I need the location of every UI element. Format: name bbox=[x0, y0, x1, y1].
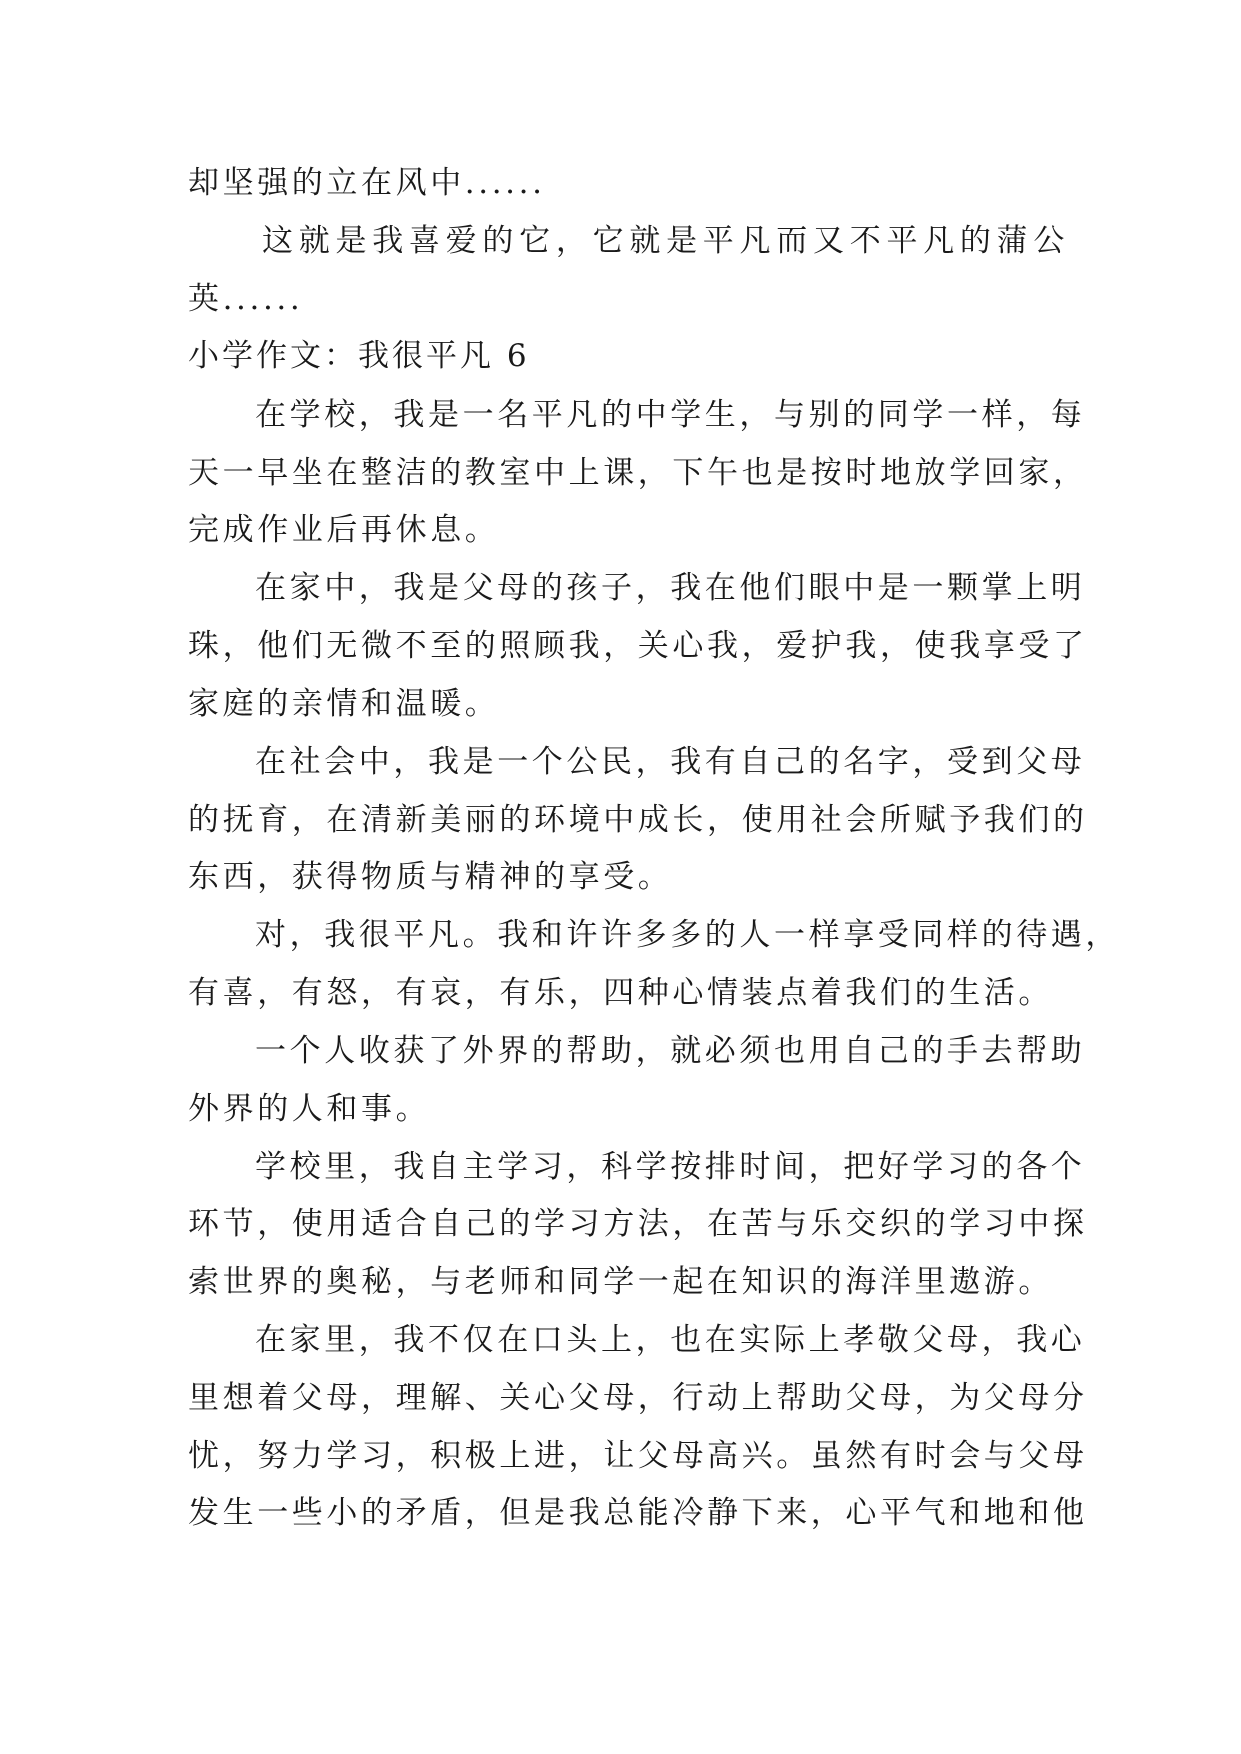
text-line: 一个人收获了外界的帮助，就必须也用自己的手去帮助 bbox=[255, 1033, 1086, 1069]
text-line: 珠，他们无微不至的照顾我，关心我，爱护我，使我享受了 bbox=[188, 628, 1088, 664]
text-line: 东西，获得物质与精神的享受。 bbox=[188, 859, 673, 895]
text-line: 外界的人和事。 bbox=[188, 1091, 431, 1127]
text-line: 对，我很平凡。我和许许多多的人一样享受同样的待遇， bbox=[255, 917, 1120, 953]
text-line: 天一早坐在整洁的教室中上课，下午也是按时地放学回家， bbox=[188, 455, 1088, 491]
text-line: 完成作业后再休息。 bbox=[188, 512, 500, 548]
text-line: 在家里，我不仅在口头上，也在实际上孝敬父母，我心 bbox=[255, 1322, 1086, 1358]
text-line: 英...... bbox=[188, 281, 304, 317]
text-line: 有喜，有怒，有哀，有乐，四种心情装点着我们的生活。 bbox=[188, 975, 1053, 1011]
text-line: 这就是我喜爱的它，它就是平凡而又不平凡的蒲公 bbox=[262, 223, 1068, 259]
text-line: 学校里，我自主学习，科学按排时间，把好学习的各个 bbox=[255, 1149, 1086, 1185]
text-line: 的抚育，在清新美丽的环境中成长，使用社会所赋予我们的 bbox=[188, 802, 1088, 838]
text-line: 里想着父母，理解、关心父母，行动上帮助父母，为父母分 bbox=[188, 1380, 1088, 1416]
text-line: 在社会中，我是一个公民，我有自己的名字，受到父母 bbox=[255, 744, 1086, 780]
text-line: 环节，使用适合自己的学习方法，在苦与乐交织的学习中探 bbox=[188, 1206, 1088, 1242]
text-line: 索世界的奥秘，与老师和同学一起在知识的海洋里遨游。 bbox=[188, 1264, 1053, 1300]
text-line: 发生一些小的矛盾，但是我总能冷静下来，心平气和地和他 bbox=[188, 1495, 1088, 1531]
text-line: 却坚强的立在风中...... bbox=[188, 165, 546, 201]
text-line: 忧，努力学习，积极上进，让父母高兴。虽然有时会与父母 bbox=[188, 1438, 1088, 1474]
text-line: 家庭的亲情和温暖。 bbox=[188, 686, 500, 722]
text-line: 在学校，我是一名平凡的中学生，与别的同学一样，每 bbox=[255, 397, 1086, 433]
section-title: 小学作文：我很平凡 6 bbox=[188, 338, 530, 374]
text-line: 在家中，我是父母的孩子，我在他们眼中是一颗掌上明 bbox=[255, 570, 1086, 606]
